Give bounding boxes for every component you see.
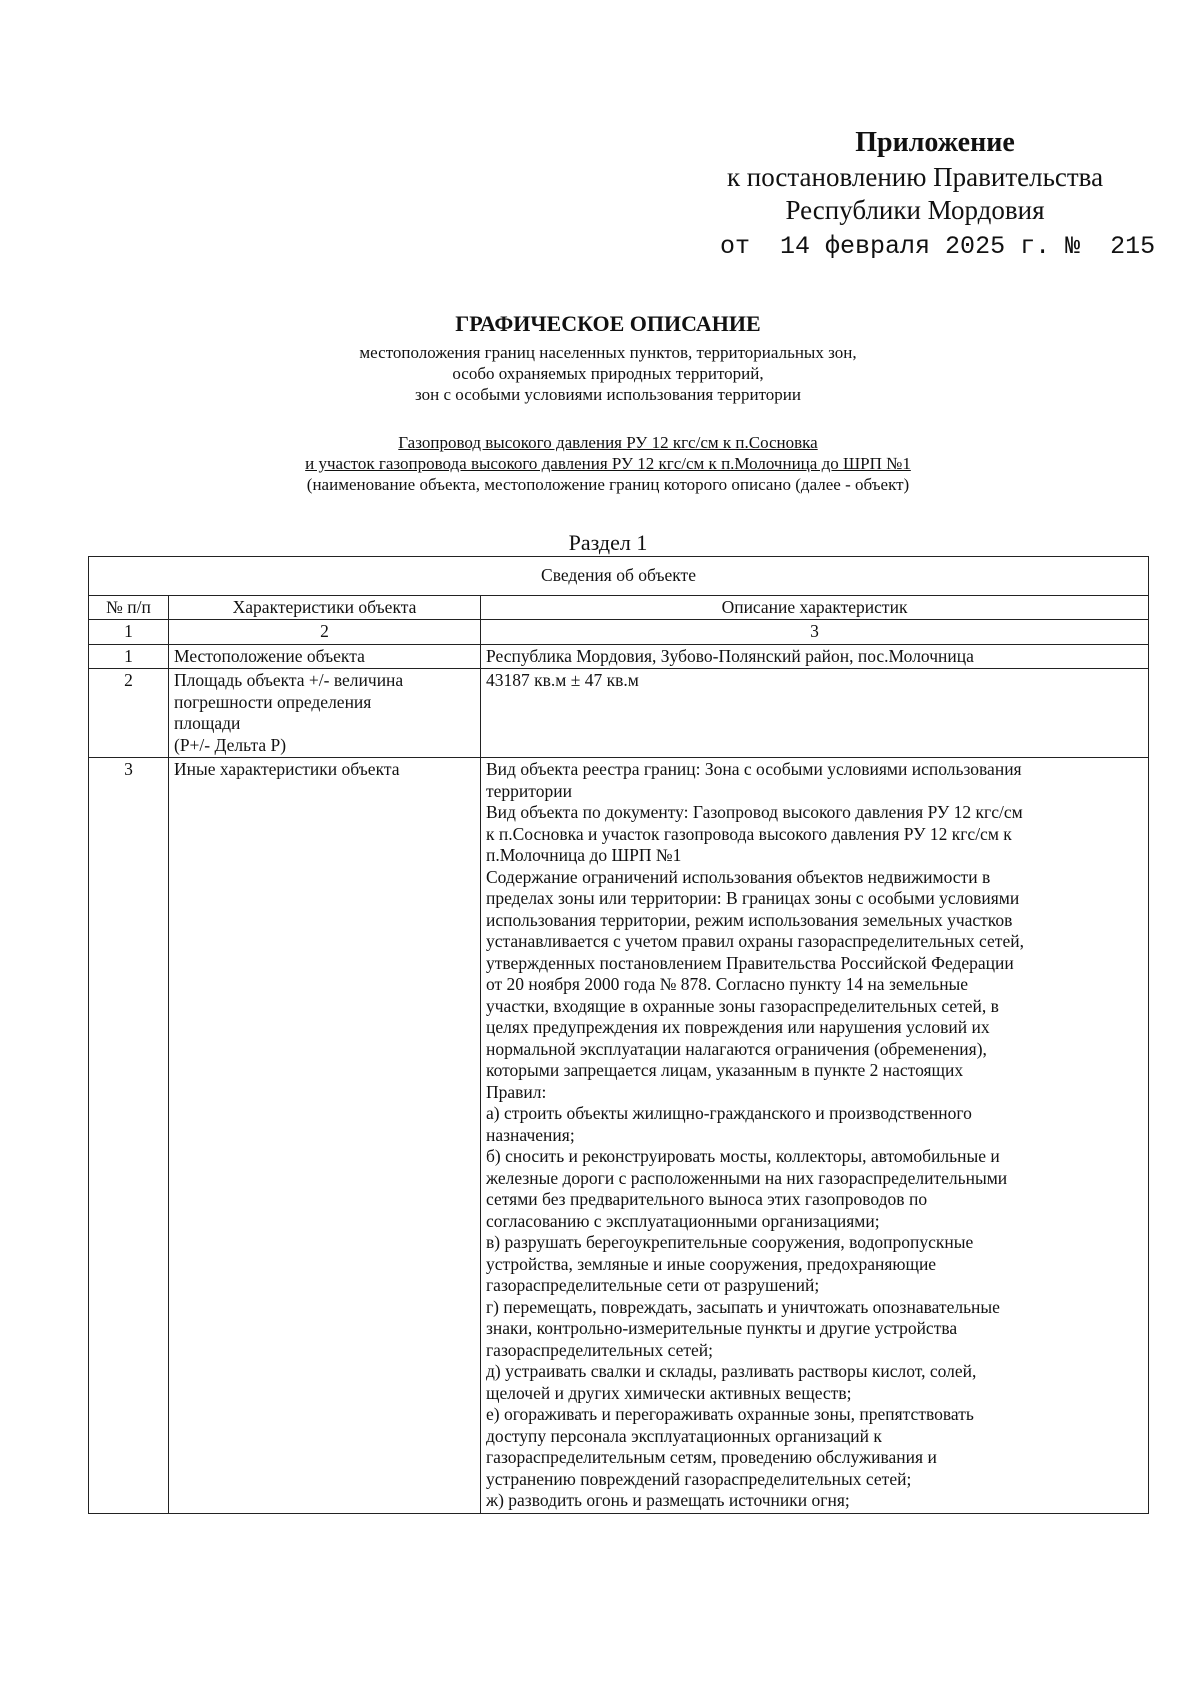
characteristic-line: погрешности определения [174,691,372,712]
table-row [89,669,1149,758]
description-line: доступу персонала эксплуатационных организаций к [486,1425,882,1446]
number-sign: № [1065,232,1081,261]
appendix-line-1: к постановлению Правительства [726,162,1104,192]
description-line: газораспределительным сетям, проведению обслуживания и [486,1447,937,1467]
description-line: целях предупреждения их повреждения или нарушения условий их [486,1017,990,1037]
date-value: 14 февраля 2025 г. [780,232,1051,261]
row-description: Республика Мордовия, Зубово-Полянский район, пос.Молочница [481,644,1149,669]
row-characteristic: Иные характеристики объекта [169,758,481,1514]
description-line: которыми запрещается лицам, указанным в пункте 2 настоящих [486,1060,964,1080]
description-line: знаки, контрольно-измерительные пункты и другие устройства [486,1318,958,1338]
table-row [89,758,1149,1514]
description-line: в) разрушать берегоукрепительные сооружения, водопропускные [486,1232,974,1252]
section-label: Раздел 1 [568,530,648,555]
column-number: 3 [481,620,1149,645]
description-line: пределах зоны или территории: В границах зоны с особыми условиями [486,888,1020,908]
subtitle-line: особо охраняемых природных территорий, [452,364,764,383]
row-number: 1 [89,644,169,669]
column-header: Характеристики объекта [169,595,481,620]
description-line: ж) разводить огонь и размещать источники огня; [486,1490,850,1510]
description-line: е) огораживать и перегораживать охранные зоны, препятствовать [486,1404,974,1424]
appendix-header [690,125,1156,265]
description-line: д) устраивать свалки и склады, разливать растворы кислот, солей, [486,1361,977,1381]
subtitle-line: зон с особыми условиями использования территории [415,385,801,404]
object-info-table [88,556,1149,1514]
object-name-caption: (наименование объекта, местоположение границ которого описано (далее - объект) [306,475,910,494]
subtitle-line: местоположения границ населенных пунктов, территориальных зон, [359,343,857,362]
row-number: 2 [89,669,169,758]
column-number-row [89,620,1149,645]
description-line: щелочей и других химически активных веществ; [486,1382,852,1403]
row-description: 43187 кв.м ± 47 кв.м [481,669,1149,758]
description-line: г) перемещать, повреждать, засыпать и уничтожать опознавательные [486,1296,1000,1317]
description-line: устройства, земляные и иные сооружения, предохраняющие [486,1253,937,1274]
description-line: устанавливается с учетом правил охраны газораспределительных сетей, [486,931,1024,951]
document-title: ГРАФИЧЕСКОЕ ОПИСАНИЕ [455,311,761,336]
row-description [481,758,1149,1514]
column-number: 2 [169,620,481,645]
column-header: Описание характеристик [481,595,1149,620]
description-line: Правил: [486,1081,547,1102]
column-number: 1 [89,620,169,645]
description-line: б) сносить и реконструировать мосты, коллекторы, автомобильные и [486,1146,1000,1166]
description-line: Содержание ограничений использования объектов недвижимости в [486,866,991,887]
column-header: № п/п [89,595,169,620]
description-line: назначения; [486,1124,575,1145]
description-line: территории [486,780,572,801]
description-line: нормальной эксплуатации налагаются ограничения (обременения), [486,1038,987,1059]
description-line: п.Молочница до ШРП №1 [486,845,682,865]
description-line: от 20 ноября 2000 года № 878. Согласно пункту 14 на земельные [486,974,969,994]
date-prefix: от [720,232,751,261]
description-line: участки, входящие в охранные зоны газораспределительных сетей, в [486,995,999,1016]
appendix-title: Приложение [855,127,1015,158]
object-name-block [0,432,1200,495]
row-characteristic [169,669,481,758]
description-line: Вид объекта по документу: Газопровод высокого давления РУ 12 кгс/см [486,802,1023,822]
table-caption: Сведения об объекте [89,557,1149,596]
characteristic-line: площади [174,713,241,733]
description-line: газораспределительные сети от разрушений; [486,1275,820,1295]
characteristic-line: (P+/- Дельта P) [174,734,287,755]
description-line: утвержденных постановлением Правительства Российской Федерации [486,952,1014,973]
table-row [89,644,1149,669]
description-line: сетями без предварительного выноса этих газопроводов по [486,1189,928,1209]
description-line: согласованию с эксплуатационными организациями; [486,1210,880,1231]
description-line: а) строить объекты жилищно-гражданского и производственного [486,1103,972,1123]
description-line: к п.Сосновка и участок газопровода высокого давления РУ 12 кгс/см к [486,823,1012,844]
appendix-line-2: Республики Мордовия [785,195,1045,225]
document-subtitle [0,342,1200,405]
row-number: 3 [89,758,169,1514]
characteristic-line: Площадь объекта +/- величина [174,670,404,690]
description-line: устранению повреждений газораспределительных сетей; [486,1468,912,1489]
row-characteristic: Местоположение объекта [169,644,481,669]
table-header-row [89,595,1149,620]
number-value: 215 [1110,232,1156,261]
appendix-date-line [690,229,1156,265]
object-name-line: Газопровод высокого давления РУ 12 кгс/см к п.Сосновка [398,433,818,452]
table-caption-row [89,557,1149,596]
description-line: Вид объекта реестра границ: Зона с особыми условиями использования [486,759,1022,779]
description-line: газораспределительных сетей; [486,1339,713,1360]
description-line: использования территории, режим использования земельных участков [486,909,1013,930]
description-line: железные дороги с расположенными на них газораспределительными [486,1167,1008,1188]
object-name-line: и участок газопровода высокого давления РУ 12 кгс/см к п.Молочница до ШРП №1 [305,454,911,473]
